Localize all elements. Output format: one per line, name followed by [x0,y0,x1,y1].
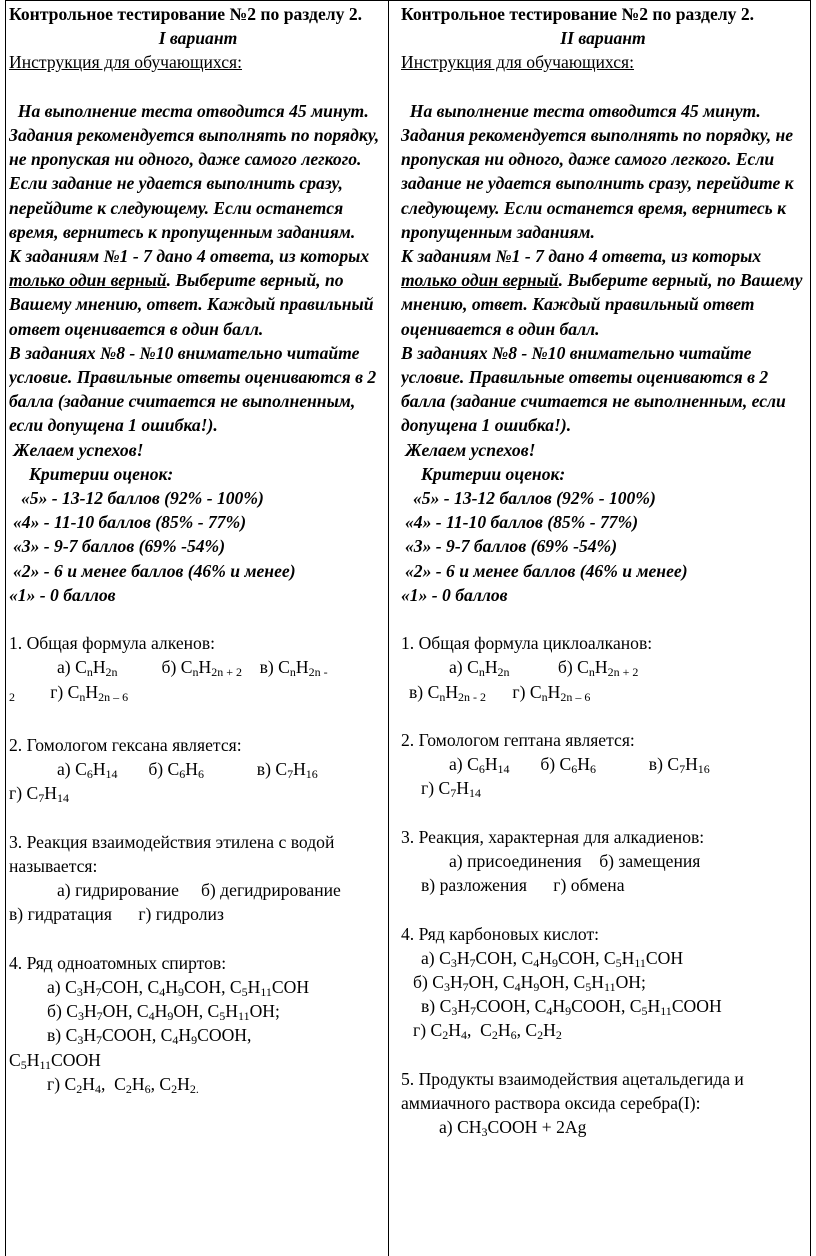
question-3-options-a: а) присоединения б) замещения [449,851,701,872]
grade-4: «4» - 11-10 баллов (85% - 77%) [13,512,247,533]
variant-label: I вариант [158,28,238,49]
instruction-title: Инструкция для обучающихся: [401,52,635,73]
question-4-option-c: в) $C_3H_7COOH$, $C_4H_9COOH$, $C_5H_{11}COOH$ [421,996,722,1019]
question-4-option-c-cont: $C_5H_{11}COOH$ [9,1049,101,1072]
column-divider [388,0,389,1256]
question-1: 1. Общая формула алкенов: [9,633,216,654]
grade-4: «4» - 11-10 баллов (85% - 77%) [405,512,639,533]
wish-text: Желаем успехов! [401,439,536,460]
instruction-two-points: В заданиях №8 - №10 внимательно читайте условие. Правильные ответы оцениваются в 2 балла (задание считается не выполненным, если допущена 1 ошибка!). [9,342,377,436]
grade-1: «1» - 0 баллов [401,584,508,605]
question-4-option-c: в) $C_3H_7COOH$, $C_4H_9COOH$, [47,1025,252,1048]
question-4-option-b: б) $C_3H_7OH$, $C_4H_9OH$, $C_5H_{11}OH$; [47,1001,280,1024]
instruction-order: Задания рекомендуется выполнять по порядку, не пропуская ни одного, даже самого легкого. Если задание не удается выполнить сразу, перейдите к следующему. Если останется время, вернитесь к пропущенным заданиям. [401,125,794,242]
instruction-time: На выполнение теста отводится 45 минут. [401,100,761,121]
criteria-title: Критерии оценок: [29,463,174,484]
variant-1-column [9,0,387,1256]
test-title: Контрольное тестирование №2 по разделу 2. [9,4,363,24]
instruction-single-answer: К заданиям №1 - 7 дано 4 ответа, из которых только один верный. Выберите верный, по Вашему мнению, ответ. Каждый правильный ответ оценивается в один балл. [9,246,374,339]
question-3-options-b: в) гидратация г) гидролиз [9,904,224,925]
question-1: 1. Общая формула циклоалканов: [401,633,653,654]
question-4: 4. Ряд карбоновых кислот: [401,923,600,944]
variant-2-column [401,0,805,1256]
grade-3: «3» - 9-7 баллов (69% -54%) [13,536,226,557]
test-title: Контрольное тестирование №2 по разделу 2. [401,4,755,24]
question-1-options-b: в) $C_nH_{2n - 2}$ г) $C_nH_{2n - 6}$ [409,681,591,704]
question-4-option-a: а) $C_3H_7COH$, $C_4H_9COH$, $C_5H_{11}COH$ [421,947,684,970]
wish-text: Желаем успехов! [9,439,144,460]
question-4-option-d: г) $C_2H_4$, $C_2H_6$, $C_2H_2$ [413,1020,562,1043]
question-4-option-b: б) $C_3H_7OH$, $C_4H_9OH$, $C_5H_{11}OH$; [413,972,646,995]
question-2-options-b: г) $C_7H_{14}$ [9,783,69,806]
instruction-time: На выполнение теста отводится 45 минут. [9,100,369,121]
grade-3: «3» - 9-7 баллов (69% -54%) [405,536,618,557]
grade-5: «5» - 13-12 баллов (92% - 100%) [413,488,656,509]
question-2: 2. Гомологом гептана является: [401,730,635,751]
instruction-order: Задания рекомендуется выполнять по порядку, не пропуская ни одного, даже самого легкого. Если задание не удается выполнить сразу, перейдите к следующему. Если останется время, вернитесь к пропущенным заданиям. [9,125,380,242]
variant-label: II вариант [560,28,646,49]
question-2-options-a: а) $C_6H_{14}$ б) $C_6H_6$ в) $C_7H_{16}$ [57,759,318,782]
question-1-options-b: 2 г) $C_nH_{2n - 6}$ [9,681,129,704]
question-3-options-a: а) гидрирование б) дегидрирование [57,880,341,901]
instruction-single-answer: К заданиям №1 - 7 дано 4 ответа, из которых только один верный. Выберите верный, по Вашему мнению, ответ. Каждый правильный ответ оценивается в один балл. [401,246,803,339]
question-5-option-a: а) $CH_3COOH + 2Ag$ [439,1117,587,1140]
instruction-title: Инструкция для обучающихся: [9,52,243,73]
instruction-two-points: В заданиях №8 - №10 внимательно читайте условие. Правильные ответы оцениваются в 2 балла (задание считается не выполненным, если допущена 1 ошибка!). [401,342,786,436]
question-1-options-a: а) $C_nH_{2n}$ б) $C_nH_{2n + 2}$ в) $C_nH_{2n -}$ [57,657,328,680]
question-4: 4. Ряд одноатомных спиртов: [9,952,227,973]
question-1-options-a: а) $C_nH_{2n}$ б) $C_nH_{2n + 2}$ [449,657,639,680]
question-2-options-b: г) $C_7H_{14}$ [421,778,481,801]
question-4-option-d: г) $C_2H_4$, $C_2H_6$, $C_2H_{2.}$ [47,1073,199,1096]
question-4-option-a: а) $C_3H_7COH$, $C_4H_9COH$, $C_5H_{11}COH$ [47,977,310,1000]
question-3: 3. Реакция, характерная для алкадиенов: [401,826,705,847]
grade-2: «2» - 6 и менее баллов (46% и менее) [405,560,688,581]
criteria-title: Критерии оценок: [421,463,566,484]
grade-5: «5» - 13-12 баллов (92% - 100%) [21,488,264,509]
grade-2: «2» - 6 и менее баллов (46% и менее) [13,560,296,581]
question-3-options-b: в) разложения г) обмена [421,875,625,896]
question-2-options-a: а) $C_6H_{14}$ б) $C_6H_6$ в) $C_7H_{16}$ [449,754,710,777]
grade-1: «1» - 0 баллов [9,584,116,605]
question-2: 2. Гомологом гексана является: [9,735,242,756]
question-5: 5. Продукты взаимодействия ацетальдегида и аммиачного раствора оксида серебра(I): [401,1068,744,1114]
question-3: 3. Реакция взаимодействия этилена с водой называется: [9,831,335,877]
